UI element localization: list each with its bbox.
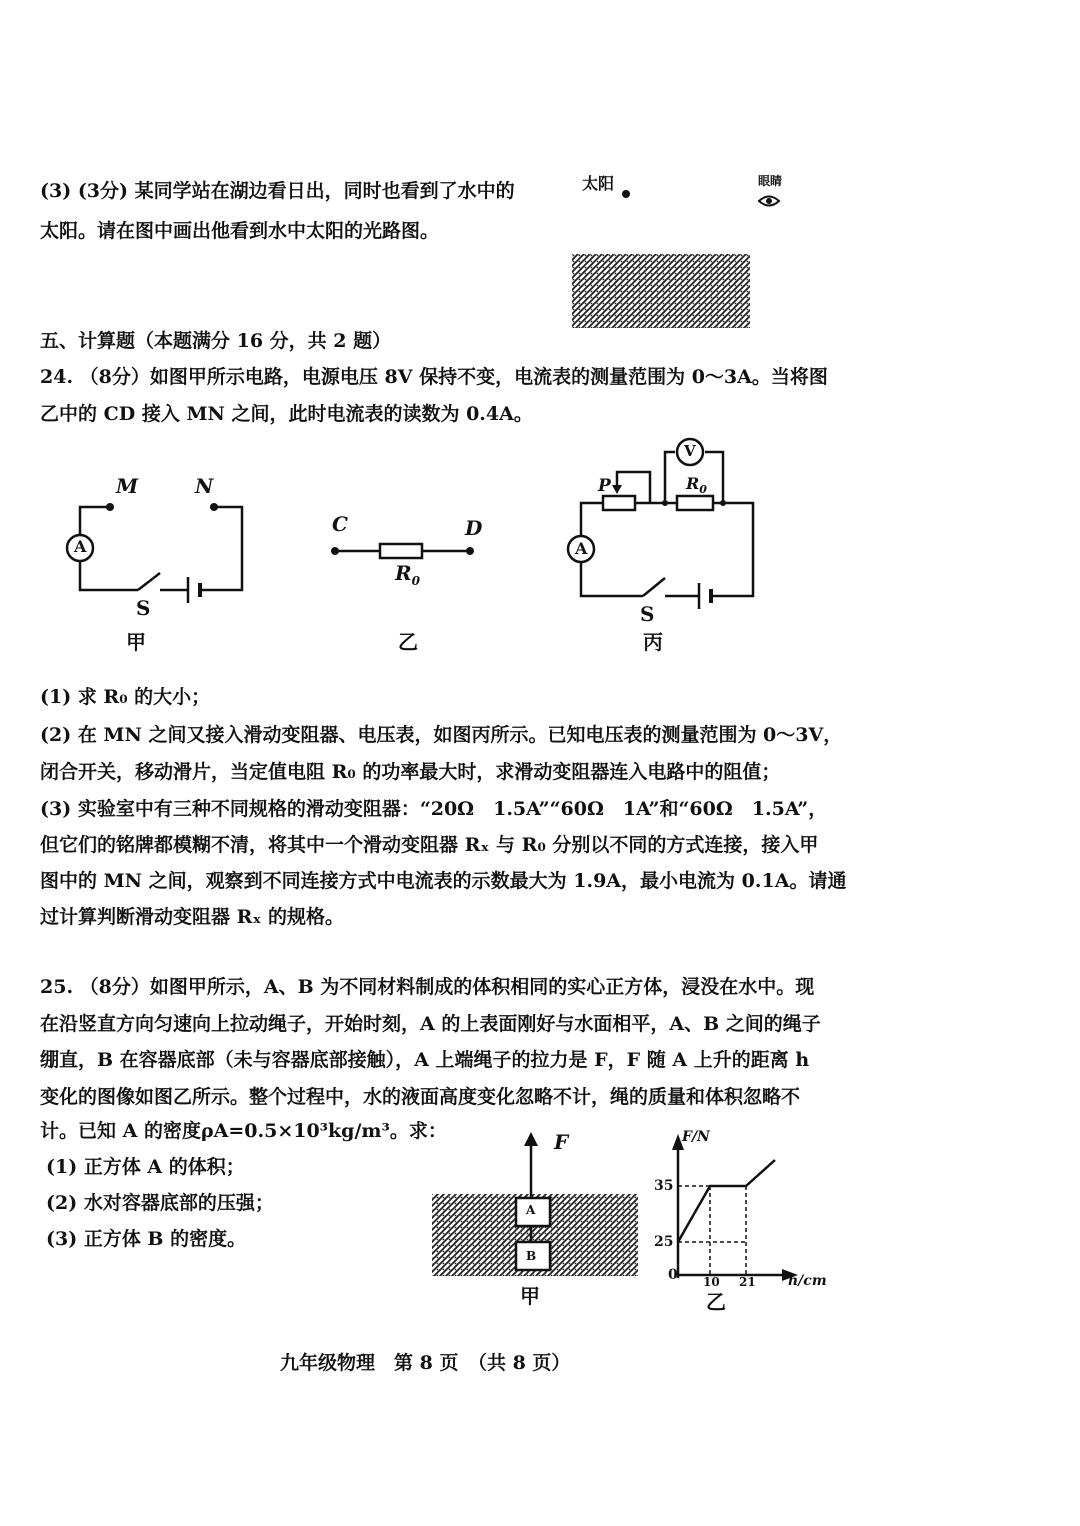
page-footer: 九年级物理 第 8 页 （共 8 页）	[280, 1352, 571, 1374]
graph-tick-21: 21	[739, 1275, 756, 1289]
force-label: F	[554, 1130, 569, 1154]
circuit-jia	[60, 495, 260, 610]
terminal-d: D	[465, 516, 483, 540]
ammeter-label-jia: A	[74, 537, 87, 556]
circuit-bing	[565, 438, 765, 613]
q25-line1: 25. （8分）如图甲所示，A、B 为不同材料制成的体积相同的实心正方体，浸没在水中。现	[40, 976, 815, 998]
q25-line2: 在沿竖直方向匀速向上拉动绳子，开始时刻，A 的上表面刚好与水面相平，A、B 之间的绳子	[40, 1013, 821, 1035]
terminal-c: C	[332, 512, 348, 536]
cube-b-label: B	[526, 1249, 537, 1263]
q24-line2: 乙中的 CD 接入 MN 之间，此时电流表的读数为 0.4A。	[40, 403, 533, 425]
cube-a-label: A	[526, 1203, 536, 1217]
ammeter-label-bing: A	[575, 539, 588, 558]
graph-origin: 0	[668, 1267, 678, 1283]
switch-label-bing: S	[640, 602, 655, 626]
q24-part2-line1: (2) 在 MN 之间又接入滑动变阻器、电压表，如图丙所示。已知电压表的测量范围为 0～3V，	[40, 724, 843, 746]
q24-line1: 24. （8分）如图甲所示电路，电源电压 8V 保持不变，电流表的测量范围为 0～3A。当将图	[40, 366, 828, 388]
graph-tick-35: 35	[654, 1178, 674, 1194]
resistor-label-bing: $R_0$	[686, 474, 707, 497]
terminal-m: M	[116, 474, 139, 498]
q24-part3-line4: 过计算判断滑动变阻器 Rₓ 的规格。	[40, 906, 345, 928]
q25-part1: (1) 正方体 A 的体积；	[46, 1156, 245, 1178]
q24-part3-line3: 图中的 MN 之间，观察到不同连接方式中电流表的示数最大为 1.9A，最小电流为 0.1A。请通	[40, 870, 847, 892]
q25-line3: 绷直，B 在容器底部（未与容器底部接触），A 上端绳子的拉力是 F，F 随 A 上升的距离 h	[40, 1049, 810, 1071]
caption-q25-jia: 甲	[520, 1284, 540, 1308]
water-surface	[572, 254, 750, 328]
q25-line4: 变化的图像如图乙所示。整个过程中，水的液面高度变化忽略不计，绳的质量和体积忽略不	[40, 1086, 801, 1108]
switch-label-jia: S	[136, 596, 151, 620]
q25-line5: 计。已知 A 的密度ρA=0.5×10³kg/m³。求：	[40, 1120, 447, 1142]
slider-label-p: P	[598, 476, 611, 496]
q24-part1: (1) 求 R₀ 的大小；	[40, 686, 211, 708]
q25-part3: (3) 正方体 B 的密度。	[46, 1228, 247, 1250]
sun-dot	[620, 188, 632, 200]
q24-part3-line1: (3) 实验室中有三种不同规格的滑动变阻器：“20Ω 1.5A”“60Ω 1A”和“60Ω 1.5A”，	[40, 798, 828, 820]
graph-y-axis-label: F/N	[682, 1129, 710, 1145]
eye-icon	[756, 190, 782, 212]
eye-label: 眼睛	[758, 174, 783, 188]
terminal-n: N	[195, 474, 214, 498]
voltmeter-label: V	[684, 442, 696, 460]
caption-yi: 乙	[398, 630, 418, 654]
caption-jia: 甲	[126, 630, 146, 654]
q25-part2: (2) 水对容器底部的压强；	[46, 1192, 274, 1214]
q23-line1: (3) (3分) 某同学站在湖边看日出，同时也看到了水中的	[40, 180, 515, 202]
q24-part2-line2: 闭合开关，移动滑片，当定值电阻 R₀ 的功率最大时，求滑动变阻器连入电路中的阻值；	[40, 761, 781, 783]
caption-bing: 丙	[643, 630, 663, 654]
section-heading: 五、计算题（本题满分 16 分，共 2 题）	[40, 330, 392, 352]
resistor-label-yi: $R_0$	[395, 561, 420, 588]
q24-part3-line2: 但它们的铭牌都模糊不清，将其中一个滑动变阻器 Rₓ 与 R₀ 分别以不同的方式连接，接入甲	[40, 834, 819, 856]
sun-label: 太阳	[582, 174, 615, 193]
q23-line2: 太阳。请在图中画出他看到水中太阳的光路图。	[40, 220, 440, 242]
caption-q25-yi: 乙	[706, 1290, 726, 1314]
graph-tick-25: 25	[654, 1234, 674, 1250]
graph-x-axis-label: h/cm	[788, 1273, 827, 1289]
graph-tick-10: 10	[703, 1275, 720, 1289]
force-height-graph	[660, 1130, 830, 1290]
